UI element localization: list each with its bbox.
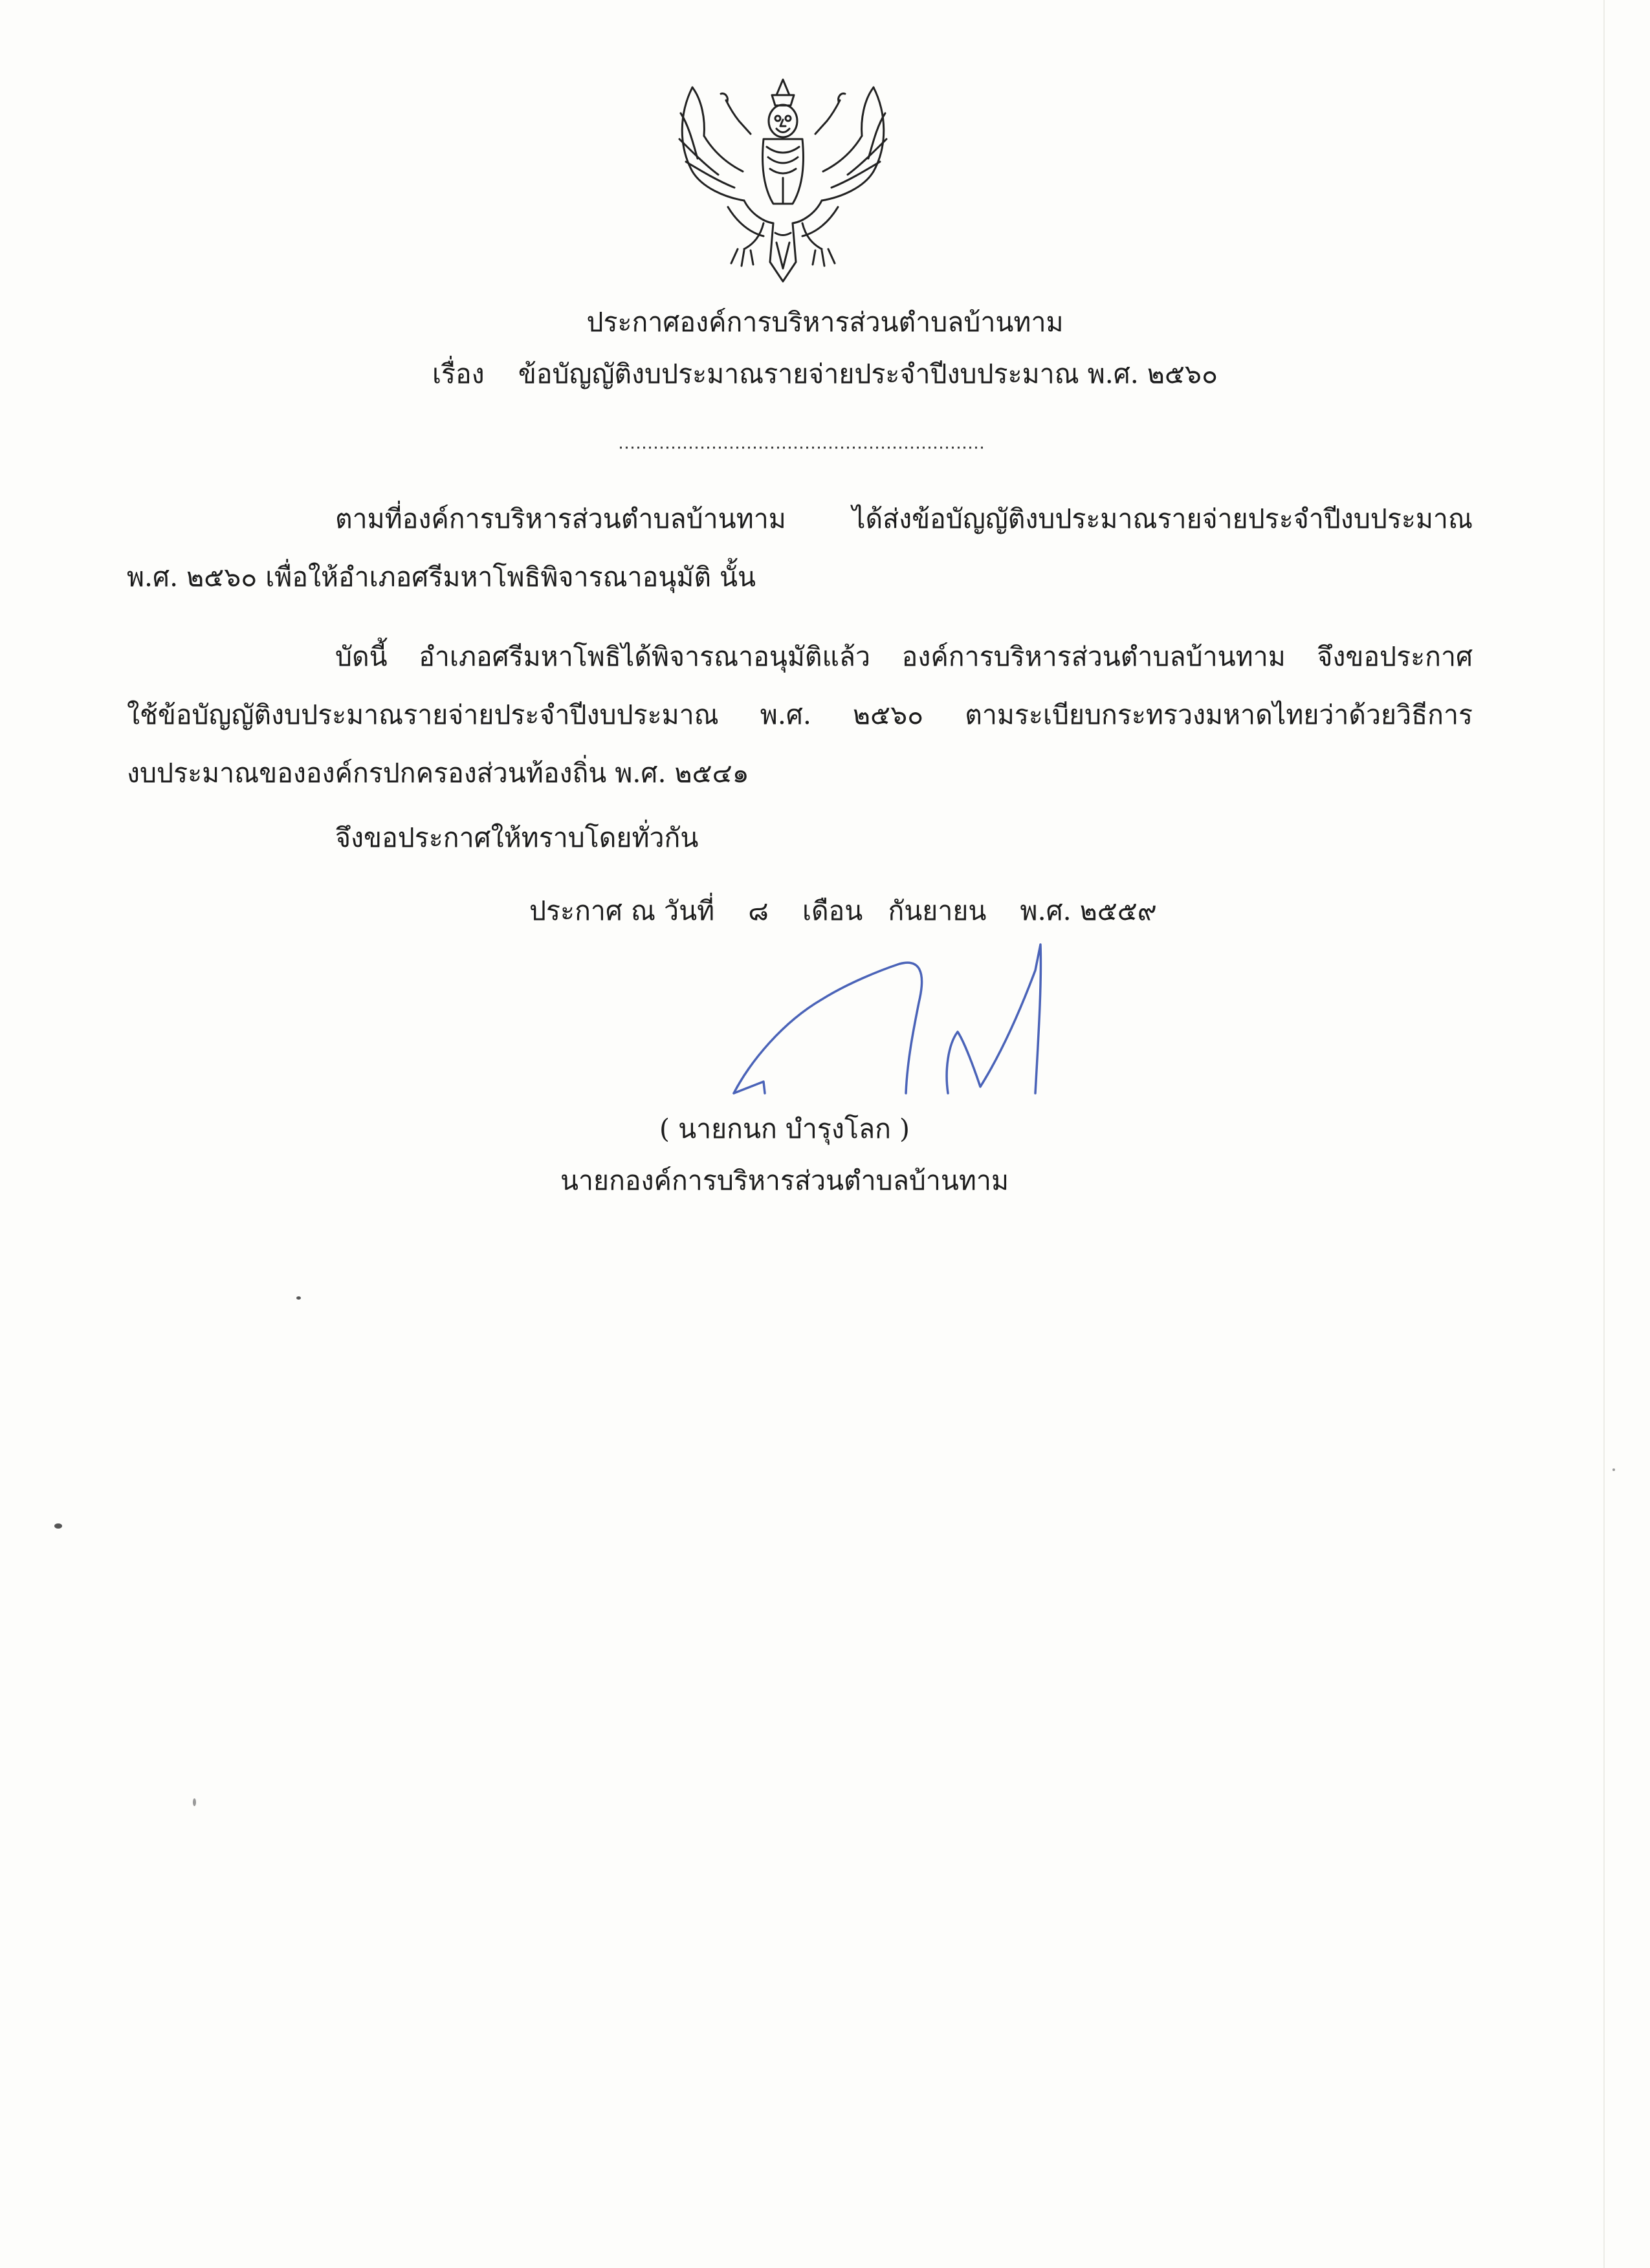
paragraph-3: จึงขอประกาศให้ทราบโดยทั่วกัน bbox=[335, 822, 699, 853]
paragraph-2-line-1: บัดนี้ อำเภอศรีมหาโพธิได้พิจารณาอนุมัติแล้ว องค์การบริหารส่วนตำบลบ้านทาม จึงขอประกาศ bbox=[335, 641, 1473, 672]
date-year: ๒๕๕๙ bbox=[1079, 895, 1157, 926]
announcement-title: ประกาศองค์การบริหารส่วนตำบลบ้านทาม bbox=[586, 307, 1064, 338]
date-prefix: ประกาศ ณ วันที่ bbox=[529, 895, 715, 926]
paragraph-1-line-1: ตามที่องค์การบริหารส่วนตำบลบ้านทาม ได้ส่งข้อบัญญัติงบประมาณรายจ่ายประจำปีงบประมาณ bbox=[335, 503, 1473, 534]
scan-speck bbox=[54, 1523, 62, 1529]
date-day: ๘ bbox=[748, 895, 769, 926]
handwritten-signature bbox=[725, 932, 1087, 1126]
subject-label: เรื่อง bbox=[432, 358, 485, 389]
date-month-label: เดือน bbox=[802, 895, 863, 926]
dotted-separator bbox=[620, 445, 985, 450]
scan-speck bbox=[296, 1296, 301, 1300]
date-line bbox=[529, 891, 1157, 930]
paragraph-2-line-3: งบประมาณขององค์กรปกครองส่วนท้องถิ่น พ.ศ. ๒๕๔๑ bbox=[127, 758, 749, 789]
scan-speck bbox=[1612, 1468, 1615, 1471]
signer-name: ( นายกนก บำรุงโลก ) bbox=[659, 1113, 910, 1144]
subject-line bbox=[0, 354, 1650, 393]
garuda-emblem-icon bbox=[666, 74, 899, 288]
paragraph-1-line-2: พ.ศ. ๒๕๖๐ เพื่อให้อำเภอศรีมหาโพธิพิจารณาอนุมัติ นั้น bbox=[127, 562, 756, 593]
date-year-label: พ.ศ. bbox=[1020, 895, 1072, 926]
date-month: กันยายน bbox=[888, 895, 987, 926]
scan-speck bbox=[193, 1798, 196, 1806]
paragraph-2-line-2: ใช้ข้อบัญญัติงบประมาณรายจ่ายประจำปีงบประมาณ พ.ศ. ๒๕๖๐ ตามระเบียบกระทรวงมหาดไทยว่าด้วยวิธีการ bbox=[127, 699, 1473, 730]
signer-position: นายกองค์การบริหารส่วนตำบลบ้านทาม bbox=[560, 1165, 1009, 1196]
subject-text: ข้อบัญญัติงบประมาณรายจ่ายประจำปีงบประมาณ พ.ศ. ๒๕๖๐ bbox=[518, 358, 1218, 389]
